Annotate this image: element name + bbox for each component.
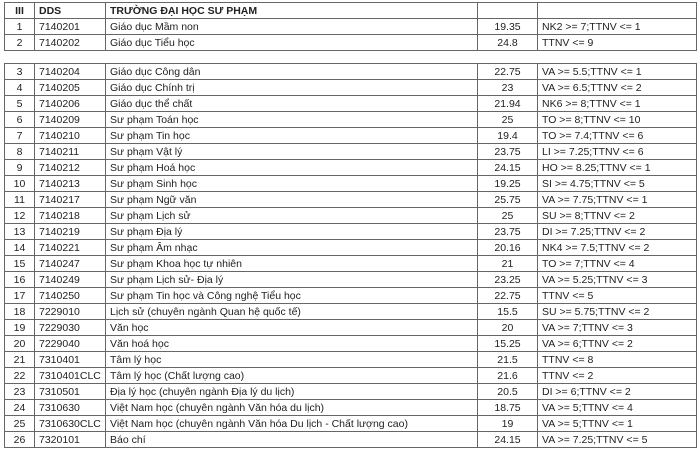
row-index: 10 — [5, 176, 35, 192]
row-code: 7140204 — [35, 64, 106, 80]
row-major-name: Giáo dục Mầm non — [106, 19, 478, 35]
section-gap — [5, 51, 697, 64]
row-score: 19.25 — [478, 176, 538, 192]
row-code: 7310401 — [35, 352, 106, 368]
row-code: 7320101 — [35, 432, 106, 448]
row-major-name: Sư phạm Tin học và Công nghệ Tiểu học — [106, 288, 478, 304]
table-row — [5, 368, 697, 384]
row-score: 18.75 — [478, 400, 538, 416]
header-score — [478, 3, 538, 19]
row-code: 7140202 — [35, 35, 106, 51]
row-condition: HO >= 8.25;TTNV <= 1 — [538, 160, 697, 176]
table-row — [5, 352, 697, 368]
table-row — [5, 320, 697, 336]
row-code: 7229010 — [35, 304, 106, 320]
row-index: 1 — [5, 19, 35, 35]
table-row — [5, 208, 697, 224]
row-index: 14 — [5, 240, 35, 256]
row-code: 7140249 — [35, 272, 106, 288]
row-score: 21 — [478, 256, 538, 272]
row-condition: TTNV <= 2 — [538, 368, 697, 384]
row-score: 21.94 — [478, 96, 538, 112]
table-row — [5, 336, 697, 352]
row-code: 7140221 — [35, 240, 106, 256]
table-row — [5, 64, 697, 80]
table-row — [5, 224, 697, 240]
row-score: 24.15 — [478, 432, 538, 448]
row-code: 7140218 — [35, 208, 106, 224]
row-code: 7140217 — [35, 192, 106, 208]
row-score: 19.4 — [478, 128, 538, 144]
admission-table-container — [4, 2, 696, 448]
table-row — [5, 176, 697, 192]
table-row — [5, 240, 697, 256]
header-row — [5, 3, 697, 19]
row-major-name: Giáo dục Công dân — [106, 64, 478, 80]
row-code: 7140205 — [35, 80, 106, 96]
row-code: 7229040 — [35, 336, 106, 352]
row-code: 7140219 — [35, 224, 106, 240]
table-row — [5, 384, 697, 400]
row-condition: NK6 >= 8;TTNV <= 1 — [538, 96, 697, 112]
row-major-name: Sư phạm Toán học — [106, 112, 478, 128]
row-condition: LI >= 7.25;TTNV <= 6 — [538, 144, 697, 160]
row-index: 11 — [5, 192, 35, 208]
row-index: 15 — [5, 256, 35, 272]
row-score: 25 — [478, 112, 538, 128]
row-score: 25.75 — [478, 192, 538, 208]
row-condition: VA >= 7;TTNV <= 3 — [538, 320, 697, 336]
row-index: 20 — [5, 336, 35, 352]
row-condition: VA >= 5.25;TTNV <= 3 — [538, 272, 697, 288]
table-row — [5, 400, 697, 416]
row-score: 15.25 — [478, 336, 538, 352]
row-score: 21.6 — [478, 368, 538, 384]
row-major-name: Sư phạm Ngữ văn — [106, 192, 478, 208]
row-code: 7140212 — [35, 160, 106, 176]
row-index: 21 — [5, 352, 35, 368]
row-score: 25 — [478, 208, 538, 224]
row-condition: VA >= 7.75;TTNV <= 1 — [538, 192, 697, 208]
row-code: 7310630CLC — [35, 416, 106, 432]
row-code: 7310401CLC — [35, 368, 106, 384]
row-major-name: Sư phạm Lịch sử — [106, 208, 478, 224]
row-major-name: Báo chí — [106, 432, 478, 448]
row-major-name: Sư phạm Khoa học tự nhiên — [106, 256, 478, 272]
table-row — [5, 128, 697, 144]
row-major-name: Sư phạm Địa lý — [106, 224, 478, 240]
row-code: 7140206 — [35, 96, 106, 112]
row-major-name: Giáo dục thể chất — [106, 96, 478, 112]
row-condition: DI >= 7.25;TTNV <= 2 — [538, 224, 697, 240]
row-code: 7140209 — [35, 112, 106, 128]
row-condition: SI >= 4.75;TTNV <= 5 — [538, 176, 697, 192]
row-score: 24.15 — [478, 160, 538, 176]
row-major-name: Tâm lý học (Chất lượng cao) — [106, 368, 478, 384]
row-major-name: Sư phạm Âm nhạc — [106, 240, 478, 256]
admission-scores-table — [4, 2, 697, 448]
row-index: 16 — [5, 272, 35, 288]
header-code: DDS — [35, 3, 106, 19]
row-major-name: Tâm lý học — [106, 352, 478, 368]
table-row — [5, 272, 697, 288]
table-row — [5, 416, 697, 432]
row-score: 23.75 — [478, 144, 538, 160]
row-major-name: Việt Nam học (chuyên ngành Văn hóa du lịch) — [106, 400, 478, 416]
table-row — [5, 112, 697, 128]
row-code: 7310630 — [35, 400, 106, 416]
row-major-name: Sư phạm Vật lý — [106, 144, 478, 160]
row-condition: VA >= 5;TTNV <= 1 — [538, 416, 697, 432]
row-index: 7 — [5, 128, 35, 144]
row-score: 21.5 — [478, 352, 538, 368]
row-score: 20.16 — [478, 240, 538, 256]
table-row — [5, 19, 697, 35]
header-school: TRƯỜNG ĐẠI HỌC SƯ PHẠM — [106, 3, 478, 19]
row-index: 25 — [5, 416, 35, 432]
table-row — [5, 256, 697, 272]
row-condition: TO >= 7;TTNV <= 4 — [538, 256, 697, 272]
row-code: 7140213 — [35, 176, 106, 192]
row-score: 23 — [478, 80, 538, 96]
row-condition: VA >= 5;TTNV <= 4 — [538, 400, 697, 416]
row-index: 6 — [5, 112, 35, 128]
row-code: 7140210 — [35, 128, 106, 144]
table-row — [5, 35, 697, 51]
table-row — [5, 96, 697, 112]
row-index: 8 — [5, 144, 35, 160]
row-index: 19 — [5, 320, 35, 336]
row-code: 7140211 — [35, 144, 106, 160]
row-index: 23 — [5, 384, 35, 400]
row-condition: TTNV <= 5 — [538, 288, 697, 304]
row-major-name: Sư phạm Sinh học — [106, 176, 478, 192]
table-row — [5, 432, 697, 448]
row-code: 7229030 — [35, 320, 106, 336]
row-score: 19.35 — [478, 19, 538, 35]
row-code: 7140250 — [35, 288, 106, 304]
row-index: 4 — [5, 80, 35, 96]
row-major-name: Giáo dục Chính trị — [106, 80, 478, 96]
row-condition: VA >= 6.5;TTNV <= 2 — [538, 80, 697, 96]
table-row — [5, 160, 697, 176]
row-score: 22.75 — [478, 288, 538, 304]
row-major-name: Sư phạm Tin học — [106, 128, 478, 144]
row-condition: VA >= 7.25;TTNV <= 5 — [538, 432, 697, 448]
row-condition: VA >= 5.5;TTNV <= 1 — [538, 64, 697, 80]
row-condition: NK2 >= 7;TTNV <= 1 — [538, 19, 697, 35]
row-condition: SU >= 5.75;TTNV <= 2 — [538, 304, 697, 320]
table-row — [5, 80, 697, 96]
table-row — [5, 144, 697, 160]
row-condition: DI >= 6;TTNV <= 2 — [538, 384, 697, 400]
row-index: 9 — [5, 160, 35, 176]
row-condition: TTNV <= 8 — [538, 352, 697, 368]
row-major-name: Việt Nam học (chuyên ngành Văn hóa Du lịch - Chất lượng cao) — [106, 416, 478, 432]
row-condition: TO >= 7.4;TTNV <= 6 — [538, 128, 697, 144]
row-condition: TO >= 8;TTNV <= 10 — [538, 112, 697, 128]
row-score: 19 — [478, 416, 538, 432]
row-index: 17 — [5, 288, 35, 304]
row-condition: TTNV <= 9 — [538, 35, 697, 51]
row-score: 20 — [478, 320, 538, 336]
row-index: 5 — [5, 96, 35, 112]
row-code: 7140201 — [35, 19, 106, 35]
row-major-name: Sư phạm Lịch sử- Địa lý — [106, 272, 478, 288]
row-index: 12 — [5, 208, 35, 224]
row-index: 22 — [5, 368, 35, 384]
row-score: 24.8 — [478, 35, 538, 51]
row-index: 18 — [5, 304, 35, 320]
row-index: 13 — [5, 224, 35, 240]
table-row — [5, 304, 697, 320]
row-condition: NK4 >= 7.5;TTNV <= 2 — [538, 240, 697, 256]
table-row — [5, 192, 697, 208]
row-condition: SU >= 8;TTNV <= 2 — [538, 208, 697, 224]
row-score: 15.5 — [478, 304, 538, 320]
row-index: 26 — [5, 432, 35, 448]
row-index: 24 — [5, 400, 35, 416]
row-code: 7310501 — [35, 384, 106, 400]
row-major-name: Địa lý học (chuyên ngành Địa lý du lịch) — [106, 384, 478, 400]
row-score: 23.75 — [478, 224, 538, 240]
row-major-name: Văn học — [106, 320, 478, 336]
row-score: 20.5 — [478, 384, 538, 400]
row-condition: VA >= 6;TTNV <= 2 — [538, 336, 697, 352]
table-row — [5, 288, 697, 304]
row-score: 22.75 — [478, 64, 538, 80]
row-major-name: Lịch sử (chuyên ngành Quan hệ quốc tế) — [106, 304, 478, 320]
row-code: 7140247 — [35, 256, 106, 272]
row-major-name: Văn hoá học — [106, 336, 478, 352]
row-score: 23.25 — [478, 272, 538, 288]
row-major-name: Sư phạm Hoá học — [106, 160, 478, 176]
row-major-name: Giáo dục Tiểu học — [106, 35, 478, 51]
header-condition — [538, 3, 697, 19]
row-index: 3 — [5, 64, 35, 80]
row-index: 2 — [5, 35, 35, 51]
header-index: III — [5, 3, 35, 19]
